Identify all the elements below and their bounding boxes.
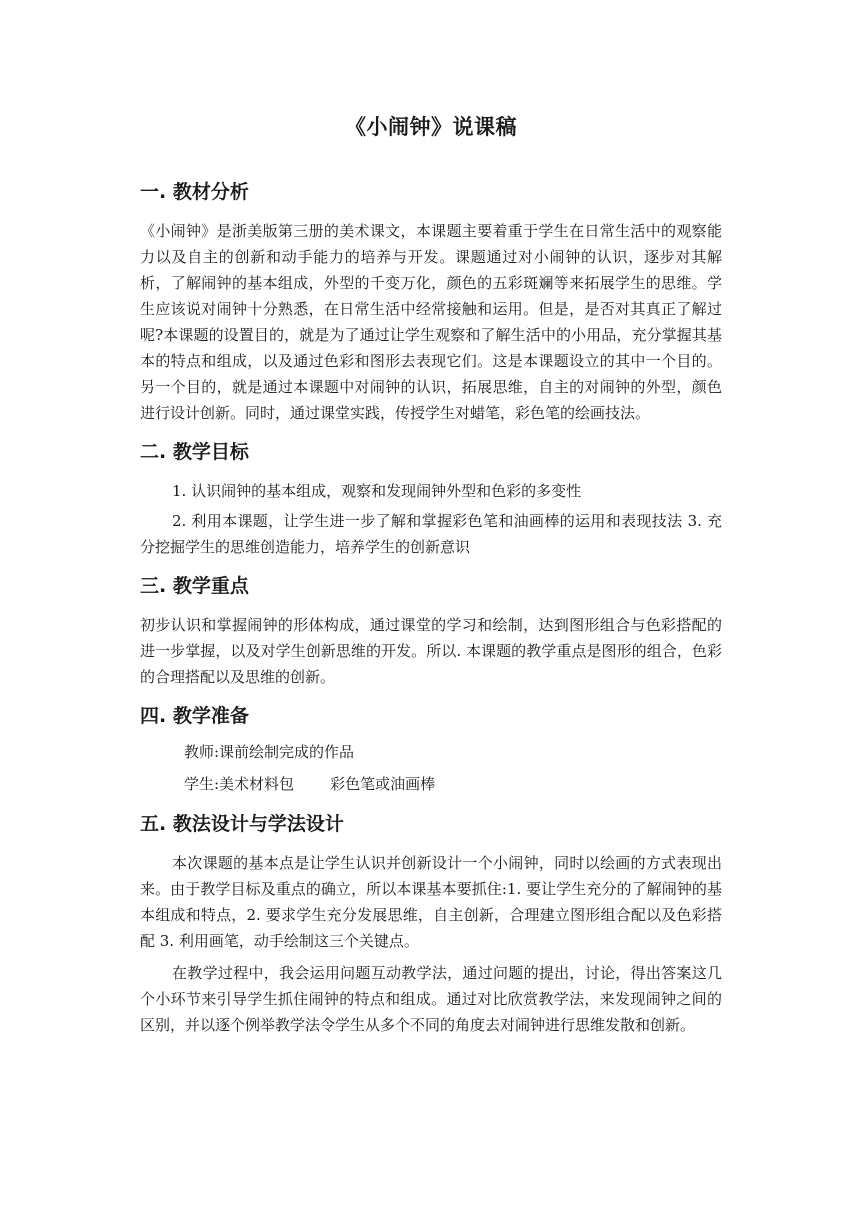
section-paragraph: 初步认识和掌握闹钟的形体构成，通过课堂的学习和绘制，达到图形组合与色彩搭配的进一步掌握，以及对学生创新思维的开发。所以. 本课题的教学重点是图形的组合，色彩的合理搭配以及思维的创新。 (140, 616, 722, 686)
section-heading: 一. 教材分析 (140, 181, 249, 203)
document-title: 《小闹钟》说课稿 (345, 115, 517, 139)
preparation-student (140, 768, 722, 800)
section-textbook-analysis (140, 178, 722, 426)
section-paragraph: 《小闹钟》是浙美版第三册的美术课文，本课题主要着重于学生在日常生活中的观察能力以及自主的创新和动手能力的培养与开发。课题通过对小闹钟的认识，逐步对其解析，了解闹钟的基本组成，外型的千变万化，颜色的五彩斑斓等来拓展学生的思维。学生应该说对闹钟十分熟悉，在日常生活中经常接触和运用。但是，是否对其真正了解过呢?本课题的设置目的，就是为了通过让学生观察和了解生活中的小用品，充分掌握其基本的特点和组成，以及通过色彩和图形去表现它们。这是本课题设立的其中一个目的。另一个目的，就是通过本课题中对闹钟的认识，拓展思维，自主的对闹钟的外型，颜色进行设计创新。同时，通过课堂实践，传授学生对蜡笔，彩色笔的绘画技法。 (140, 222, 722, 422)
section-heading: 四. 教学准备 (140, 705, 249, 727)
section-teaching-objectives (140, 438, 722, 560)
section-teaching-focus (140, 572, 722, 690)
section-paragraph: 本次课题的基本点是让学生认识并创新设计一个小闹钟，同时以绘画的方式表现出来。由于教学目标及重点的确立，所以本课基本要抓住:1. 要让学生充分的了解闹钟的基本组成和特点，2. 要求学生充分发展思维，自主创新，合理建立图形组合配以及色彩搭配 3. 利用画笔，动手绘制这三个关键点。 (140, 854, 722, 950)
objective-item: 1. 认识闹钟的基本组成，观察和发现闹钟外型和色彩的多变性 (172, 482, 582, 500)
section-paragraph: 在教学过程中，我会运用问题互动教学法，通过问题的提出，讨论，得出答案这几个小环节来引导学生抓住闹钟的特点和组成。通过对比欣赏教学法，来发现闹钟之间的区别，并以逐个例举教学法令学生从多个不同的角度去对闹钟进行思维发散和创新。 (140, 964, 722, 1034)
preparation-student-materials: 学生:美术材料包 (184, 775, 295, 793)
section-teaching-preparation (140, 702, 722, 800)
preparation-student-tools: 彩色笔或油画棒 (330, 775, 436, 793)
section-heading: 二. 教学目标 (140, 441, 249, 463)
objective-item: 2. 利用本课题，让学生进一步了解和掌握彩色笔和油画棒的运用和表现技法 3. 充分挖掘学生的思维创造能力，培养学生的创新意识 (140, 512, 722, 556)
section-heading: 五. 教法设计与学法设计 (140, 813, 344, 835)
preparation-teacher: 教师:课前绘制完成的作品 (184, 743, 355, 761)
document-page (140, 112, 722, 1050)
section-heading: 三. 教学重点 (140, 575, 249, 597)
section-method-design (140, 810, 722, 1038)
